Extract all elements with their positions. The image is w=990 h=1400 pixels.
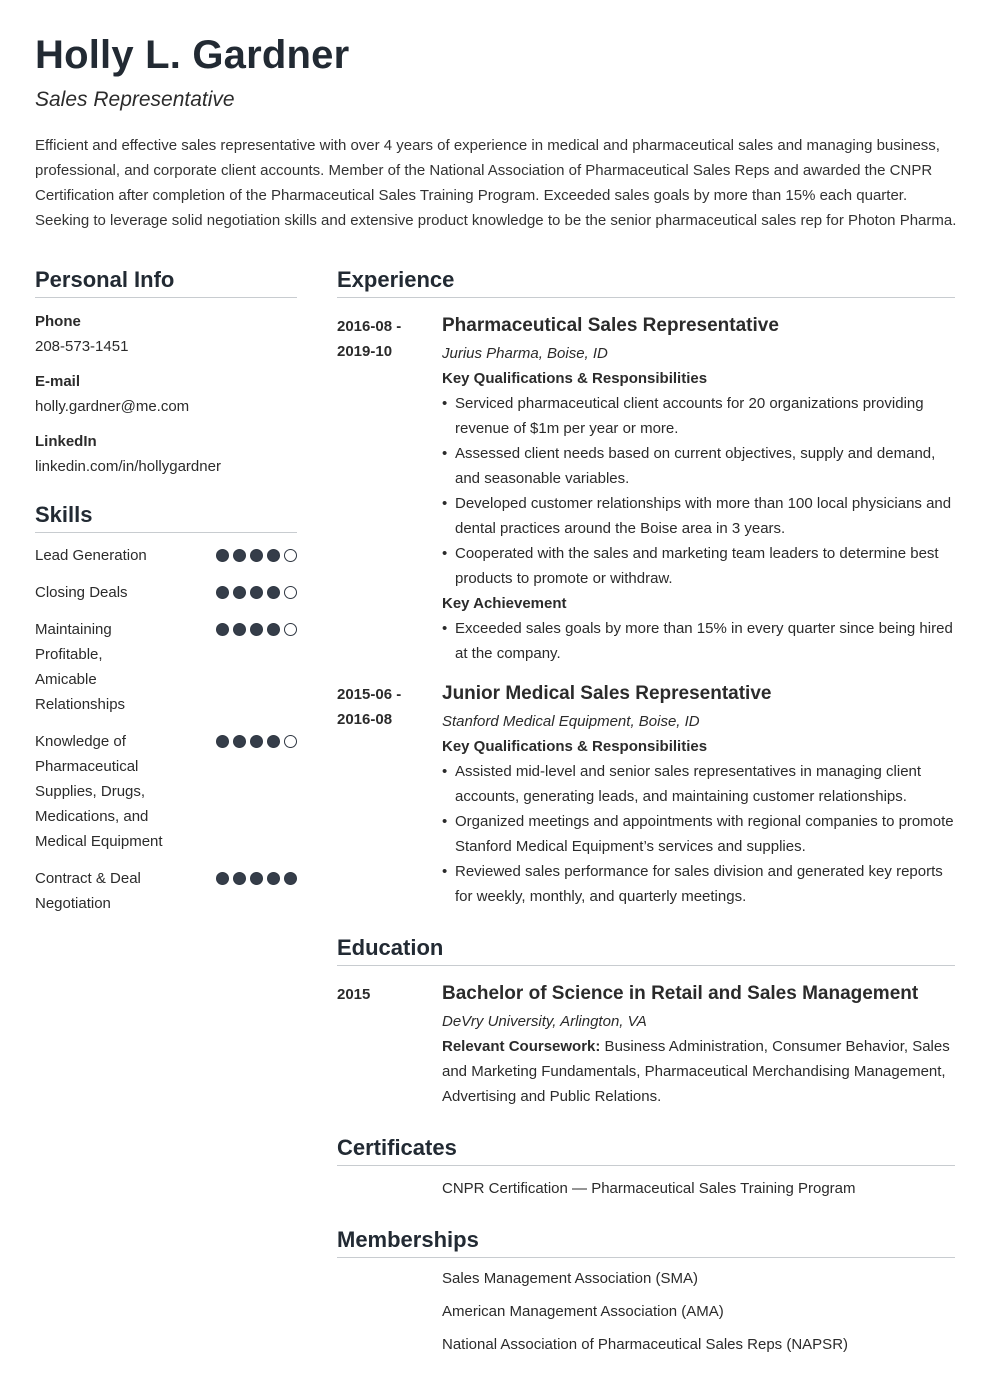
list-item: • Exceeded sales goals by more than 15% in every quarter since being hired at the company.: [442, 616, 955, 666]
entry-date: [337, 682, 427, 732]
skill-name: Lead Generation: [35, 547, 147, 564]
entry-date: [337, 314, 427, 364]
skill-rating: [216, 735, 297, 748]
personal-info-heading: Personal Info: [35, 264, 297, 298]
skill-name: Maintaining Profitable, Amicable Relationships: [35, 621, 126, 713]
skill-rating: [216, 623, 297, 636]
rating-dot-empty: [284, 735, 297, 748]
date-end: 2016-08: [337, 711, 393, 728]
list-item: • Reviewed sales performance for sales division and generated key reports for weekly, monthly, and quarterly meetings.: [442, 859, 955, 909]
phone-value: 208-573-1451: [35, 338, 129, 355]
achievement-list: [442, 616, 955, 666]
email-value: holly.gardner@me.com: [35, 398, 190, 415]
memberships-list: [442, 1266, 955, 1357]
rating-dot-filled: [233, 735, 246, 748]
rating-dot-filled: [233, 623, 246, 636]
rating-dot-filled: [216, 735, 229, 748]
email-label: E-mail: [35, 373, 81, 390]
achievement-heading: Key Achievement: [442, 595, 567, 612]
list-item: National Association of Pharmaceutical Sales Reps (NAPSR): [442, 1336, 849, 1353]
rating-dot-filled: [267, 549, 280, 562]
summary-paragraph: Efficient and effective sales representative with over 4 years of experience in medical and pharmaceutical sales and managing business, professional, and corporate client accounts. Member of the National Association of Pharmaceutical Sales Reps and awarded the CNPR Certification after completion of the Pharmaceutical Sales Training Program. Exceeded sales goals by more than 15% each quarter. Seeking to leverage solid negotiation skills and extensive product knowledge to be the senior pharmaceutical sales rep for Photon Pharma.: [35, 137, 957, 229]
skills-list: [35, 543, 297, 916]
list-item: • Assessed client needs based on current objectives, supply and demand, and seasonable variables.: [442, 441, 955, 491]
education-date: 2015: [337, 986, 371, 1003]
list-item: • Developed customer relationships with more than 100 local physicians and dental practices around the Boise area in 3 years.: [442, 491, 955, 541]
rating-dot-filled: [250, 872, 263, 885]
skill-rating: [216, 549, 297, 562]
linkedin-label: LinkedIn: [35, 433, 97, 450]
coursework-label: Relevant Coursework:: [442, 1038, 601, 1055]
rating-dot-empty: [284, 549, 297, 562]
job-org: Stanford Medical Equipment, Boise, ID: [442, 713, 700, 730]
rating-dot-filled: [267, 586, 280, 599]
degree-title: Bachelor of Science in Retail and Sales Management: [442, 983, 919, 1004]
left-column: [35, 264, 297, 916]
experience-entry: [337, 313, 955, 666]
rating-dot-filled: [233, 549, 246, 562]
education-entry: [337, 981, 955, 1109]
skill-rating: [216, 872, 297, 885]
right-column: [337, 264, 955, 1357]
skill-name: Closing Deals: [35, 584, 128, 601]
rating-dot-empty: [284, 586, 297, 599]
rating-dot-filled: [250, 623, 263, 636]
phone-label: Phone: [35, 313, 81, 330]
certificates-list: [442, 1176, 955, 1201]
skills-heading: Skills: [35, 499, 297, 533]
memberships-heading: Memberships: [337, 1224, 955, 1258]
rating-dot-empty: [284, 623, 297, 636]
skill-item: [35, 729, 297, 854]
rating-dot-filled: [267, 872, 280, 885]
skill-name: Knowledge of Pharmaceutical Supplies, Drugs, Medications, and Medical Equipment: [35, 733, 163, 850]
rating-dot-filled: [233, 872, 246, 885]
responsibilities-heading: Key Qualifications & Responsibilities: [442, 738, 708, 755]
rating-dot-filled: [216, 872, 229, 885]
responsibilities-heading: Key Qualifications & Responsibilities: [442, 370, 708, 387]
responsibilities-list: [442, 759, 955, 909]
list-item: Sales Management Association (SMA): [442, 1270, 698, 1287]
rating-dot-filled: [216, 623, 229, 636]
date-end: 2019-10: [337, 343, 393, 360]
school-name: DeVry University, Arlington, VA: [442, 1013, 647, 1030]
rating-dot-filled: [267, 623, 280, 636]
rating-dot-filled: [250, 549, 263, 562]
coursework: [442, 1034, 955, 1109]
rating-dot-filled: [216, 549, 229, 562]
skill-item: [35, 543, 297, 568]
entry-body: [442, 981, 955, 1109]
experience-entry: [337, 681, 955, 909]
rating-dot-filled: [250, 735, 263, 748]
list-item: American Management Association (AMA): [442, 1303, 724, 1320]
skill-item: [35, 866, 297, 916]
rating-dot-filled: [216, 586, 229, 599]
skill-item: [35, 580, 297, 605]
entry-body: [442, 313, 955, 666]
list-item: • Assisted mid-level and senior sales representatives in managing client accounts, generating leads, and maintaining customer relationships.: [442, 759, 955, 809]
job-title: Junior Medical Sales Representative: [442, 683, 772, 704]
linkedin-value: linkedin.com/in/hollygardner: [35, 458, 221, 475]
entry-body: [442, 681, 955, 909]
candidate-name: Holly L. Gardner: [35, 33, 350, 77]
rating-dot-filled: [267, 735, 280, 748]
date-start: 2015-06 -: [337, 686, 402, 703]
certificates-heading: Certificates: [337, 1132, 955, 1166]
rating-dot-filled: [233, 586, 246, 599]
skill-item: [35, 617, 297, 717]
job-org: Jurius Pharma, Boise, ID: [442, 345, 608, 362]
list-item: • Cooperated with the sales and marketing team leaders to determine best products to promote or withdraw.: [442, 541, 955, 591]
skill-name: Contract & Deal Negotiation: [35, 870, 141, 912]
list-item: • Serviced pharmaceutical client accounts for 20 organizations providing revenue of $1m per year or more.: [442, 391, 955, 441]
responsibilities-list: [442, 391, 955, 591]
rating-dot-filled: [284, 872, 297, 885]
coursework-text: Business Administration, Consumer Behavior, Sales and Marketing Fundamentals, Pharmaceutical Merchandising Management, Advertising and Public Relations.: [442, 1038, 950, 1105]
date-start: 2016-08 -: [337, 318, 402, 335]
experience-heading: Experience: [337, 264, 955, 298]
list-item: CNPR Certification — Pharmaceutical Sales Training Program: [442, 1180, 856, 1197]
resume-page: [35, 32, 957, 1353]
candidate-role: Sales Representative: [35, 88, 235, 111]
rating-dot-filled: [250, 586, 263, 599]
list-item: • Organized meetings and appointments with regional companies to promote Stanford Medical Equipment’s services and supplies.: [442, 809, 955, 859]
job-title: Pharmaceutical Sales Representative: [442, 315, 779, 336]
skill-rating: [216, 586, 297, 599]
education-heading: Education: [337, 932, 955, 966]
